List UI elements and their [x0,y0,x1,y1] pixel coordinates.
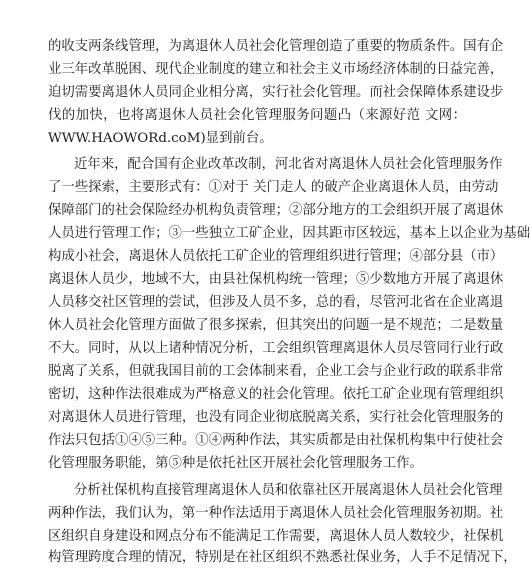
paragraph-start-line: 近年来，配合国有企业改革改制，河北省对离退休人员社会化管理服务作 [74,157,503,172]
text-line: 密切，这种作法很难成为严格意义的社会化管理。依托工矿企业现有管理组织 [48,387,504,402]
text-line: 区组织自身建设和网点分布不能满足工作需要，离退休人员人数较少，社保机 [48,529,504,544]
text-line: 的收支两条线管理，为离退休人员社会化管理创造了重要的物质条件。国有企 [48,39,504,54]
text-line: 构成小社会，离退休人员依托工矿企业的管理组织进行管理；④部分县（市） [48,249,504,264]
text-line: 迫切需要离退休人员同企业相分离，实行社会化管理。而社会保障体系建设步 [48,85,504,100]
text-line: 保障部门的社会保险经办机构负责管理；②部分地方的工会组织开展了离退休 [48,203,504,218]
text-line: 作法只包括①④⑤三种。①④两种作法，其实质都是由社保机构集中行使社会 [48,433,504,448]
text-line: 构管理跨度合理的情况，特别是在社区组织不熟悉社保业务，人手不足情况下， [48,550,517,565]
text-line: 脱离了关系，但就我国目前的工会体制来看，企业工会与企业行政的联系非常 [48,364,504,379]
text-line: 化管理服务职能，第⑤种是依托社区开展社会化管理服务工作。 [48,456,423,471]
text-line: 对离退休人员进行管理，也没有同企业彻底脱离关系，实行社会化管理服务的 [48,410,504,425]
text-line: 人员移交社区管理的尝试，但涉及人员不多，总的看，尽管河北省在企业离退 [48,295,504,310]
text-line: 伐的加快，也将离退休人员社会化管理服务问题凸（来源好范 文网： [48,108,466,123]
text-line: 两种作法，我们认为，第一种作法适用于离退休人员社会化管理服务初期。社 [48,506,504,521]
text-line: 人员进行管理工作；③一些独立工矿企业，因其距市区较远，基本上以企业为基础 [48,226,530,241]
text-line: 休人员社会化管理方面做了很多探索，但其突出的问题一是不规范；二是数量 [48,318,504,333]
text-line: 离退休人员少，地域不大，由县社保机构统一管理；⑤少数地方开展了离退休 [48,272,504,287]
text-line: 不大。同时，从以上诸种情况分析，工会组织管理离退休人员尽管同行业行政 [48,341,504,356]
text-line: 了一些探索，主要形式有：①对于 关门走人 的破产企业离退休人员，由劳动 [48,180,499,195]
text-line: WWW.HAOWORd.coM)显到前台。 [48,131,273,146]
paragraph-start-line: 分析社保机构直接管理离退休人员和依靠社区开展离退休人员社会化管理 [74,483,503,498]
text-line: 业三年改革脱困、现代企业制度的建立和社会主义市场经济体制的日益完善， [48,62,504,77]
